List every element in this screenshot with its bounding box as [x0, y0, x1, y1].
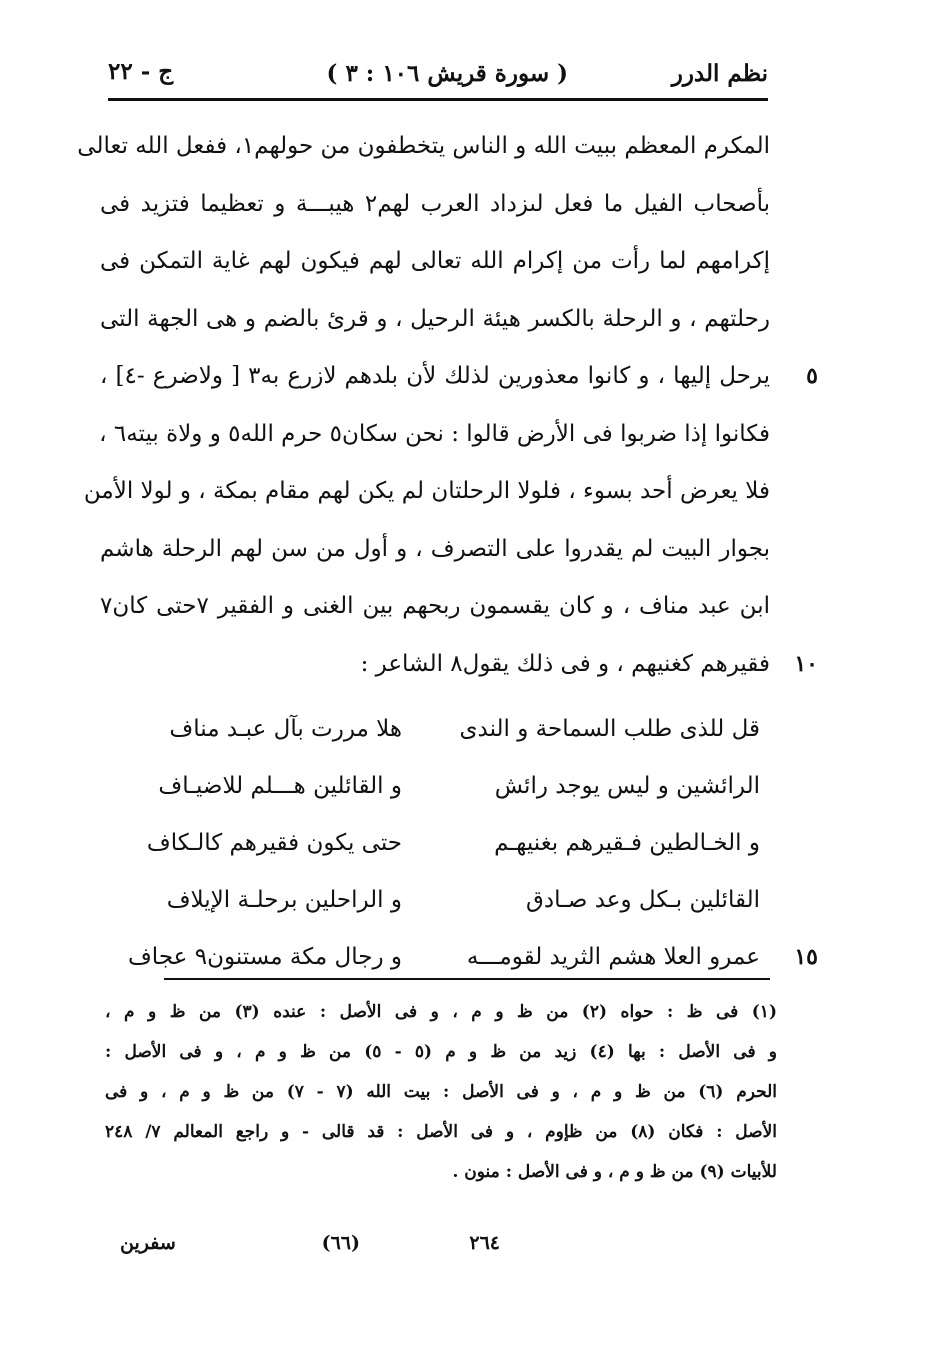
line-text: إكرامهم لما رأت من إكرام الله تعالى لهم فيكون لهم غاية التمكن فى — [100, 248, 770, 274]
footnote-line: الحرم (٦) من ظ و م ، و فى الأصل : بيت الله (٧ - ٧) من ظ و م ، و فى — [105, 1082, 777, 1102]
verse-second-hemistich: حتى يكون فقيرهم كالـكاف — [146, 830, 402, 856]
body-text — [77, 118, 818, 986]
line-text: المكرم المعظم ببيت الله و الناس يتخطفون من حولهم١، ففعل الله تعالى — [77, 133, 770, 159]
text-line — [100, 406, 770, 464]
line-text: فكانوا إذا ضربوا فى الأرض قالوا : نحن سكان٥ حرم الله٥ و ولاة بيته٦ ، — [99, 420, 770, 447]
footnote-line: و فى الأصل : بها (٤) زيد من ظ و م (٥ - ٥) من ظ و م ، و فى الأصل : — [105, 1042, 777, 1062]
poem-verse — [100, 815, 770, 872]
line-text: بأصحاب الفيل ما فعل لىزداد العرب لهم٢ هيبـــة و تعظيما فتزيد فى — [100, 190, 771, 217]
line-text: رحلتهم ، و الرحلة بالكسر هيئة الرحيل ، و قرئ بالضم و هى الجهة التى — [100, 305, 770, 332]
text-line — [100, 291, 770, 349]
text-line — [100, 176, 770, 234]
footnote-rule — [164, 978, 770, 980]
text-line — [100, 348, 818, 406]
page-number: ٢٦٤ — [469, 1232, 500, 1254]
text-line — [100, 233, 770, 291]
footnote-line: الأصل : فكان (٨) من ظإوم ، و فى الأصل : قد قالى - و راجع المعالم ٧/ ٢٤٨ — [105, 1122, 777, 1142]
header-rule — [108, 98, 768, 101]
text-line — [83, 463, 770, 521]
verse-first-hemistich: الرائشين و ليس يوجد رائش — [494, 773, 760, 799]
verse-first-hemistich: عمرو العلا هشم الثريد لقومـــه — [466, 944, 760, 970]
volume-number: ج - ٢٢ — [108, 58, 174, 85]
verse-second-hemistich: هلا مررت بآل عبـد مناف — [169, 716, 402, 742]
line-text: ابن عبد مناف ، و كان يقسمون ربحهم بين الغنى و الفقير ٧حتى كان٧ — [100, 593, 770, 619]
line-number: ١٠ — [794, 650, 818, 677]
line-text: فقيرهم كغنيهم ، و فى ذلك يقول٨ الشاعر : — [360, 650, 770, 677]
book-title: نظم الدرر — [671, 60, 768, 87]
signature-name: سفرين — [120, 1232, 176, 1254]
footnotes — [105, 992, 777, 1192]
line-text: فلا يعرض أحد بسوء ، فلولا الرحلتان لم يكن لهم مقام بمكة ، و لولا الأمن — [83, 478, 770, 504]
page-header — [108, 52, 768, 96]
line-number: ٥ — [806, 363, 818, 389]
text-line — [100, 636, 818, 694]
surah-reference: ( سورة قريش ١٠٦ : ٣ ) — [326, 60, 568, 87]
text-line — [77, 118, 770, 176]
text-line — [100, 521, 770, 579]
verse-second-hemistich: و القائلين هـــلم للاضيـاف — [158, 773, 402, 799]
text-line — [100, 578, 770, 636]
poem — [100, 701, 818, 986]
footnote-line: (١) فى ظ : حواه (٢) من ظ و م ، و فى الأصل : عنده (٣) من ظ و م ، — [105, 1002, 777, 1022]
gathering-number: (٦٦) — [321, 1232, 360, 1254]
line-number: ١٥ — [794, 944, 818, 970]
poem-verse — [100, 758, 770, 815]
verse-first-hemistich: و الخـالطين فـقيرهم بغنيهـم — [494, 830, 760, 856]
verse-second-hemistich: و الراحلين برحلـة الإيلاف — [166, 887, 402, 913]
poem-verse — [100, 872, 770, 929]
page-footer — [120, 1232, 500, 1262]
poem-verse — [100, 701, 770, 758]
footnote-line: للأبيات (٩) من ظ و م ، و فى الأصل : منون . — [452, 1162, 777, 1182]
line-text: بجوار البيت لم يقدروا على التصرف ، و أول من سن لهم الرحلة هاشم — [100, 535, 770, 562]
verse-first-hemistich: القائلين بـكل وعد صـادق — [526, 887, 760, 913]
line-text: يرحل إليها ، و كانوا معذورين لذلك لأن بلدهم لازرع به٣ [ ولاضرع -٤] ، — [100, 363, 770, 389]
verse-second-hemistich: و رجال مكة مستنون٩ عجاف — [127, 944, 402, 970]
verse-first-hemistich: قل للذى طلب السماحة و الندى — [459, 716, 760, 742]
